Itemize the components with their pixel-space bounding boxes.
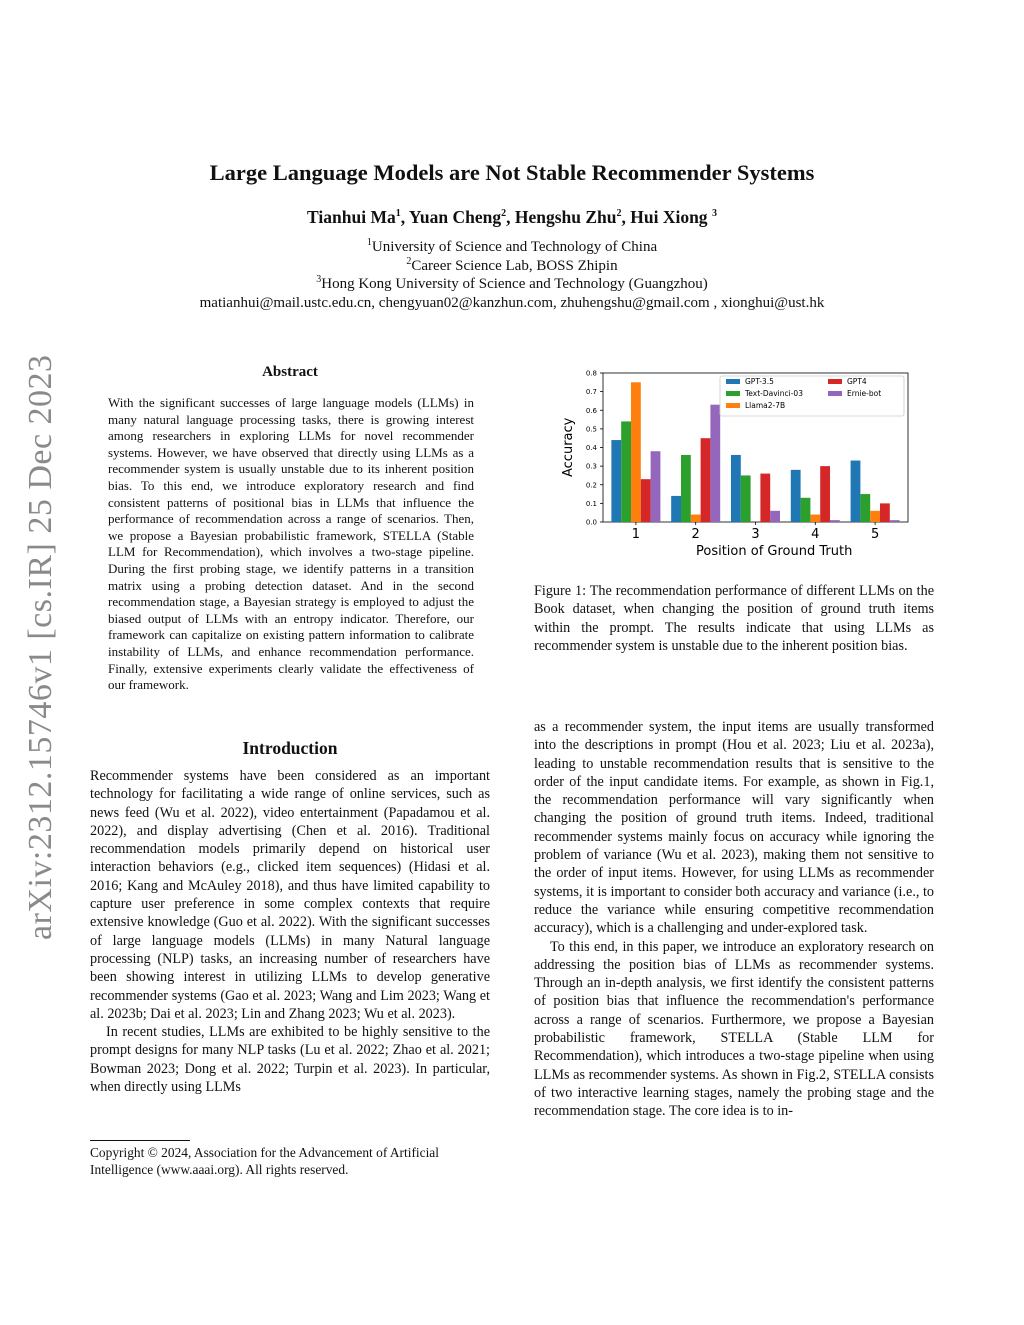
paragraph: Recommender systems have been considered as an important technology for facilitating a wide range of online services, such as news feed (Wu et al. 2022), video entertainment (Papadamou et al. 2022), and display advertising (Chen et al. 2016). Traditional recommendation models primarily depend on historical user interaction behaviors (e.g., clicked item sequences) (Hidasi et al. 2016; Kang and McAuley 2018), and thus have limited capability to capture user preference in some complex contexts that require extensive knowledge (Guo et al. 2022). With the significant successes of large language models (LLMs) in many Natural language processing (NLP) tasks, an increasing number of researchers have been showing interest in utilizing LLMs to develop generative recommender systems (Gao et al. 2023; Wang and Lim 2023; Wang et al. 2023b; Dai et al. 2023; Lin and Zhang 2023; Wu et al. 2023). bbox=[90, 768, 490, 1022]
x-axis-ticks bbox=[632, 522, 879, 542]
bar-gpt-3-5-pos-5 bbox=[851, 461, 861, 522]
paragraph: as a recommender system, the input items are usually transformed into the descriptions in prompt (Hou et al. 2023; Liu et al. 2023a), leading to unstable recommendation results that is sensitive to the order of the input candidate items. For example, as shown in Fig.1, the recommendation performance will vary significantly when changing the position of ground truth items. Indeed, traditional recommender systems mainly focus on accuracy while ignoring the problem of variance (Wu et al. 2023), making them not sensitive to the order of input items. However, for using LLMs as recommender systems, it is important to consider both accuracy and variance (i.e., to reduce the variance while ensuring competitive recommendation accuracy), which is a challenging and under-explored task. bbox=[534, 719, 934, 937]
introduction-body bbox=[90, 767, 490, 1096]
x-tick-label: 1 bbox=[631, 527, 641, 542]
author-name: Yuan Cheng bbox=[408, 207, 502, 227]
author-affil-mark: 2 bbox=[501, 208, 507, 220]
x-tick-label: 2 bbox=[691, 527, 700, 542]
affiliation-mark: 3 bbox=[316, 274, 322, 285]
copyright-notice: Copyright © 2024, Association for the Advancement of Artificial Intelligence (www.aaai.org). All rights reserved. bbox=[90, 1145, 439, 1177]
author-affil-mark: 2 bbox=[616, 208, 622, 220]
abstract-body bbox=[108, 395, 474, 694]
legend-label: GPT4 bbox=[847, 377, 867, 386]
bar-gpt-3-5-pos-1 bbox=[611, 440, 621, 522]
legend-label: Text-Davinci-03 bbox=[745, 389, 803, 398]
right-column-body bbox=[534, 718, 934, 1121]
bar-ernie-bot-pos-2 bbox=[710, 405, 720, 522]
x-tick-label: 4 bbox=[811, 527, 820, 542]
affiliation-text: Career Science Lab, BOSS Zhipin bbox=[411, 258, 618, 274]
figure-1-caption bbox=[534, 582, 934, 655]
bar-gpt4-pos-3 bbox=[760, 474, 770, 522]
y-tick-label: 0.4 bbox=[585, 444, 597, 452]
bar-gpt-3-5-pos-2 bbox=[671, 496, 681, 522]
y-tick-label: 0.2 bbox=[585, 481, 597, 490]
y-tick-label: 0.8 bbox=[585, 369, 597, 378]
footnote-divider bbox=[90, 1140, 190, 1141]
bar-text-davinci-03-pos-3 bbox=[741, 475, 751, 522]
y-tick-label: 0.3 bbox=[585, 462, 597, 471]
bar-ernie-bot-pos-3 bbox=[770, 511, 780, 522]
affiliation-line bbox=[0, 276, 1024, 293]
legend-swatch bbox=[726, 379, 740, 384]
y-tick-label: 0.6 bbox=[585, 406, 597, 415]
abstract-text: With the significant successes of large language models (LLMs) in many natural language processing tasks, there is growing interest among researchers in exploring LLMs for novel recommender systems. However, we have observed that directly using LLMs as a recommender system is usually unstable due to its inherent position bias. To this end, we introduce exploratory research and find consistent patterns of positional bias in LLMs that influence the performance of recommendation across a range of scenarios. Then, we propose a Bayesian probabilistic framework, STELLA (Stable LLM for Recommendation), which involves a two-stage pipeline. During the first probing stage, we identify patterns in a transition matrix using a probing detection dataset. And in the second recommendation stage, a Bayesian strategy is employed to adjust the biased output of LLMs with an entropy indicator. Therefore, our framework can capitalize on existing pattern information to calibrate instability of LLMs, and enhance recommendation performance. Finally, extensive experiments clearly validate the effectiveness of our framework. bbox=[108, 395, 474, 693]
author-affil-mark: 3 bbox=[711, 208, 717, 220]
legend-label: Llama2-7B bbox=[745, 401, 786, 410]
bar-ernie-bot-pos-4 bbox=[830, 520, 840, 522]
x-axis-label: Position of Ground Truth bbox=[696, 544, 853, 559]
bar-llama2-7b-pos-1 bbox=[631, 382, 641, 522]
y-tick-label: 0.5 bbox=[585, 425, 597, 434]
bar-llama2-7b-pos-4 bbox=[810, 515, 820, 522]
legend-label: Ernie-bot bbox=[847, 389, 882, 398]
bar-text-davinci-03-pos-1 bbox=[621, 421, 631, 522]
bar-gpt4-pos-4 bbox=[820, 466, 830, 522]
legend-swatch bbox=[726, 403, 740, 408]
y-tick-label: 0.0 bbox=[585, 518, 597, 527]
y-axis-label: Accuracy bbox=[561, 417, 576, 477]
author-emails: matianhui@mail.ustc.edu.cn, chengyuan02@kanzhun.com, zhuhengshu@gmail.com , xionghui@ust.hk bbox=[199, 295, 825, 311]
bar-ernie-bot-pos-1 bbox=[651, 451, 661, 522]
author-name: Hui Xiong bbox=[630, 207, 708, 227]
legend-swatch bbox=[828, 379, 842, 384]
bar-text-davinci-03-pos-2 bbox=[681, 455, 691, 522]
author-affil-mark: 1 bbox=[395, 208, 401, 220]
author-list: Tianhui Ma$^1$, Yuan Cheng$^2$, Hengshu Zhu$^2$, Hui Xiong $^3$ bbox=[307, 207, 717, 227]
affiliation-line bbox=[0, 258, 1024, 275]
bar-llama2-7b-pos-2 bbox=[691, 515, 701, 522]
bar-gpt-3-5-pos-3 bbox=[731, 455, 741, 522]
affiliation-text: University of Science and Technology of China bbox=[371, 239, 658, 255]
legend-swatch bbox=[726, 391, 740, 396]
chart-legend bbox=[720, 376, 904, 416]
abstract-heading: Abstract bbox=[262, 364, 318, 380]
introduction-heading: Introduction bbox=[242, 738, 338, 758]
y-axis-ticks bbox=[586, 370, 603, 527]
x-tick-label: 3 bbox=[751, 527, 760, 542]
bar-text-davinci-03-pos-4 bbox=[801, 498, 811, 522]
bar-gpt4-pos-5 bbox=[880, 503, 890, 522]
legend-label: GPT-3.5 bbox=[745, 377, 774, 386]
paper-title: Large Language Models are Not Stable Recommender Systems bbox=[209, 160, 815, 185]
affiliation-line bbox=[0, 239, 1024, 256]
affiliation-text: Hong Kong University of Science and Technology (Guangzhou) bbox=[321, 276, 708, 292]
legend-swatch bbox=[828, 391, 842, 396]
affiliation-mark: 2 bbox=[406, 256, 412, 267]
x-tick-label: 5 bbox=[870, 527, 880, 542]
y-tick-label: 0.1 bbox=[585, 499, 597, 508]
paragraph: To this end, in this paper, we introduce an exploratory research on addressing the position bias of LLMs as recommender systems. Through an in-depth analysis, we first identify the consistent patterns of position bias that influence the recommendation's performance across a range of scenarios. Furthermore, we propose a Bayesian probabilistic framework, STELLA (Stable LLM for Recommendation), which introduces a two-stage pipeline when using LLMs as recommender systems. As shown in Fig.2, STELLA consists of two interactive learning stages, namely the probing stage and the recommendation stage. The core idea is to in- bbox=[534, 938, 934, 1120]
author-name: Tianhui Ma bbox=[307, 207, 396, 227]
affiliation-mark: 1 bbox=[366, 237, 372, 248]
author-name: Hengshu Zhu bbox=[514, 207, 617, 227]
bar-gpt-3-5-pos-4 bbox=[791, 470, 801, 522]
y-tick-label: 0.7 bbox=[585, 388, 597, 397]
bar-llama2-7b-pos-5 bbox=[870, 511, 880, 522]
bar-gpt4-pos-2 bbox=[701, 438, 711, 522]
bar-text-davinci-03-pos-5 bbox=[860, 494, 870, 522]
paragraph: In recent studies, LLMs are exhibited to be highly sensitive to the prompt designs for many NLP tasks (Lu et al. 2022; Zhao et al. 2021; Bowman 2023; Dong et al. 2022; Turpin et al. 2023). In particular, when directly using LLMs bbox=[90, 1024, 490, 1096]
bar-gpt4-pos-1 bbox=[641, 479, 651, 522]
figure-1-bar-chart bbox=[560, 365, 920, 565]
bar-ernie-bot-pos-5 bbox=[890, 520, 900, 522]
caption-text: Figure 1: The recommendation performance of different LLMs on the Book dataset, when changing the position of ground truth items within the prompt. The results indicate that using LLMs as recommender system is unstable due to the inherent position bias. bbox=[534, 583, 934, 654]
arxiv-stamp: arXiv:2312.15746v1 [cs.IR] 25 Dec 2023 bbox=[22, 354, 59, 940]
